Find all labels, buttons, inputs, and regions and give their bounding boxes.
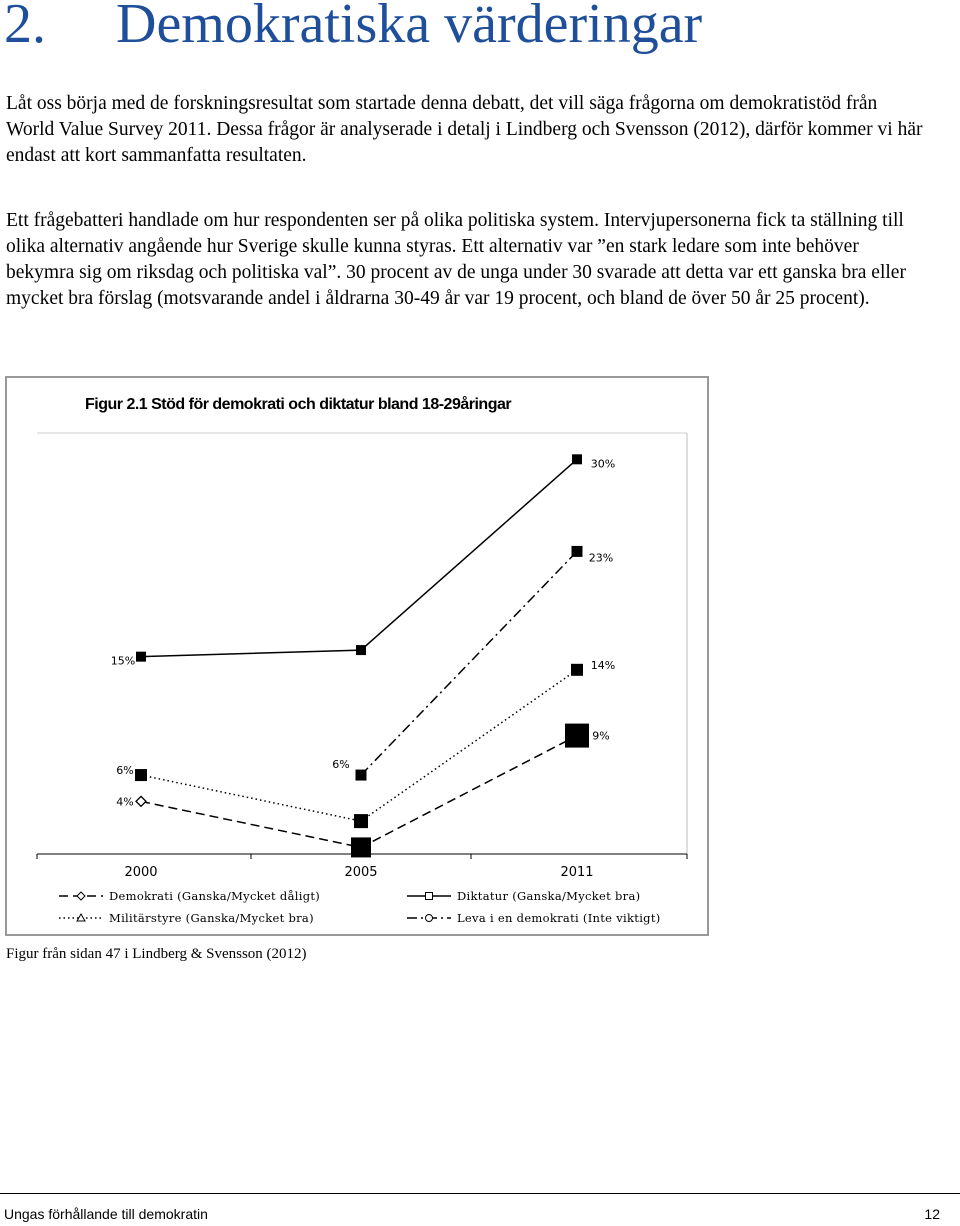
- data-label-0-0: 4%: [116, 795, 134, 809]
- figure-caption: Figur från sidan 47 i Lindberg & Svensson (2012): [6, 946, 307, 962]
- data-label-3-2: 23%: [588, 551, 614, 565]
- series-marker-0-2: [565, 724, 589, 748]
- legend-label-1: Diktatur (Ganska/Mycket bra): [457, 889, 641, 903]
- series-line-3: [361, 551, 577, 775]
- page-number: 12: [924, 1206, 940, 1222]
- series-marker-2-2: [571, 664, 583, 676]
- series-marker-1-0: [136, 652, 146, 662]
- series-line-2: [141, 670, 577, 821]
- x-tick-label-2011: 2011: [560, 865, 594, 880]
- series-marker-1-1: [356, 645, 366, 655]
- x-tick-label-2000: 2000: [124, 865, 158, 880]
- legend-label-2: Militärstyre (Ganska/Mycket bra): [109, 911, 314, 925]
- figure-title: Figur 2.1 Stöd för demokrati och diktatur bland 18-29åringar: [85, 396, 512, 413]
- series-marker-3-2: [572, 546, 583, 557]
- paragraph-2: Ett frågebatteri handlade om hur respondenten ser på olika politiska system. Intervjupersonerna fick ta ställning till olika alternativ angående hur Sverige skulle kunna styras. Ett alternativ var ”en stark ledare som inte behöver bekymra sig om riksdag och politiska val”. 30 procent av de unga under 30 svarade att detta var ett ganska bra eller mycket bra förslag (motsvarande andel i åldrarna 30-49 år var 19 procent, och bland de över 50 år 25 procent).: [6, 210, 906, 309]
- series-marker-2-1: [354, 814, 368, 828]
- figure-box: [5, 376, 709, 936]
- data-label-1-2: 30%: [590, 457, 616, 471]
- section-number: 2.: [4, 0, 46, 55]
- legend-marker-0: [77, 892, 85, 900]
- legend-label-3: Leva i en demokrati (Inte viktigt): [457, 911, 661, 925]
- series-line-0: [141, 736, 577, 848]
- series-marker-2-0: [135, 769, 147, 781]
- section-title: Demokratiska värderingar: [116, 0, 703, 55]
- section-heading: [4, 0, 702, 56]
- data-label-2-2: 14%: [590, 658, 616, 672]
- footer-title: Ungas förhållande till demokratin: [4, 1206, 208, 1222]
- line-chart: [7, 378, 707, 934]
- legend-marker-1: [426, 893, 433, 900]
- series-line-1: [141, 459, 577, 656]
- x-tick-label-2005: 2005: [344, 865, 378, 880]
- paragraph-1: Låt oss börja med de forskningsresultat som startade denna debatt, det vill säga frågorna om demokratistöd från World Value Survey 2011. Dessa frågor är analyserade i detalj i Lindberg och Svensson (2012), därför kommer vi här endast att kort sammanfatta resultaten.: [6, 93, 923, 166]
- series-marker-0-1: [351, 837, 371, 857]
- data-label-1-0: 15%: [110, 654, 136, 668]
- data-label-3-1: 6%: [332, 758, 350, 772]
- data-label-0-2: 9%: [592, 729, 610, 743]
- series-marker-1-2: [572, 454, 582, 464]
- legend-label-0: Demokrati (Ganska/Mycket dåligt): [109, 889, 321, 903]
- footer-divider: [0, 1193, 960, 1194]
- series-marker-3-1: [356, 770, 367, 781]
- series-marker-0-0: [136, 796, 146, 806]
- data-label-2-0: 6%: [116, 764, 134, 778]
- legend-marker-3: [426, 915, 433, 922]
